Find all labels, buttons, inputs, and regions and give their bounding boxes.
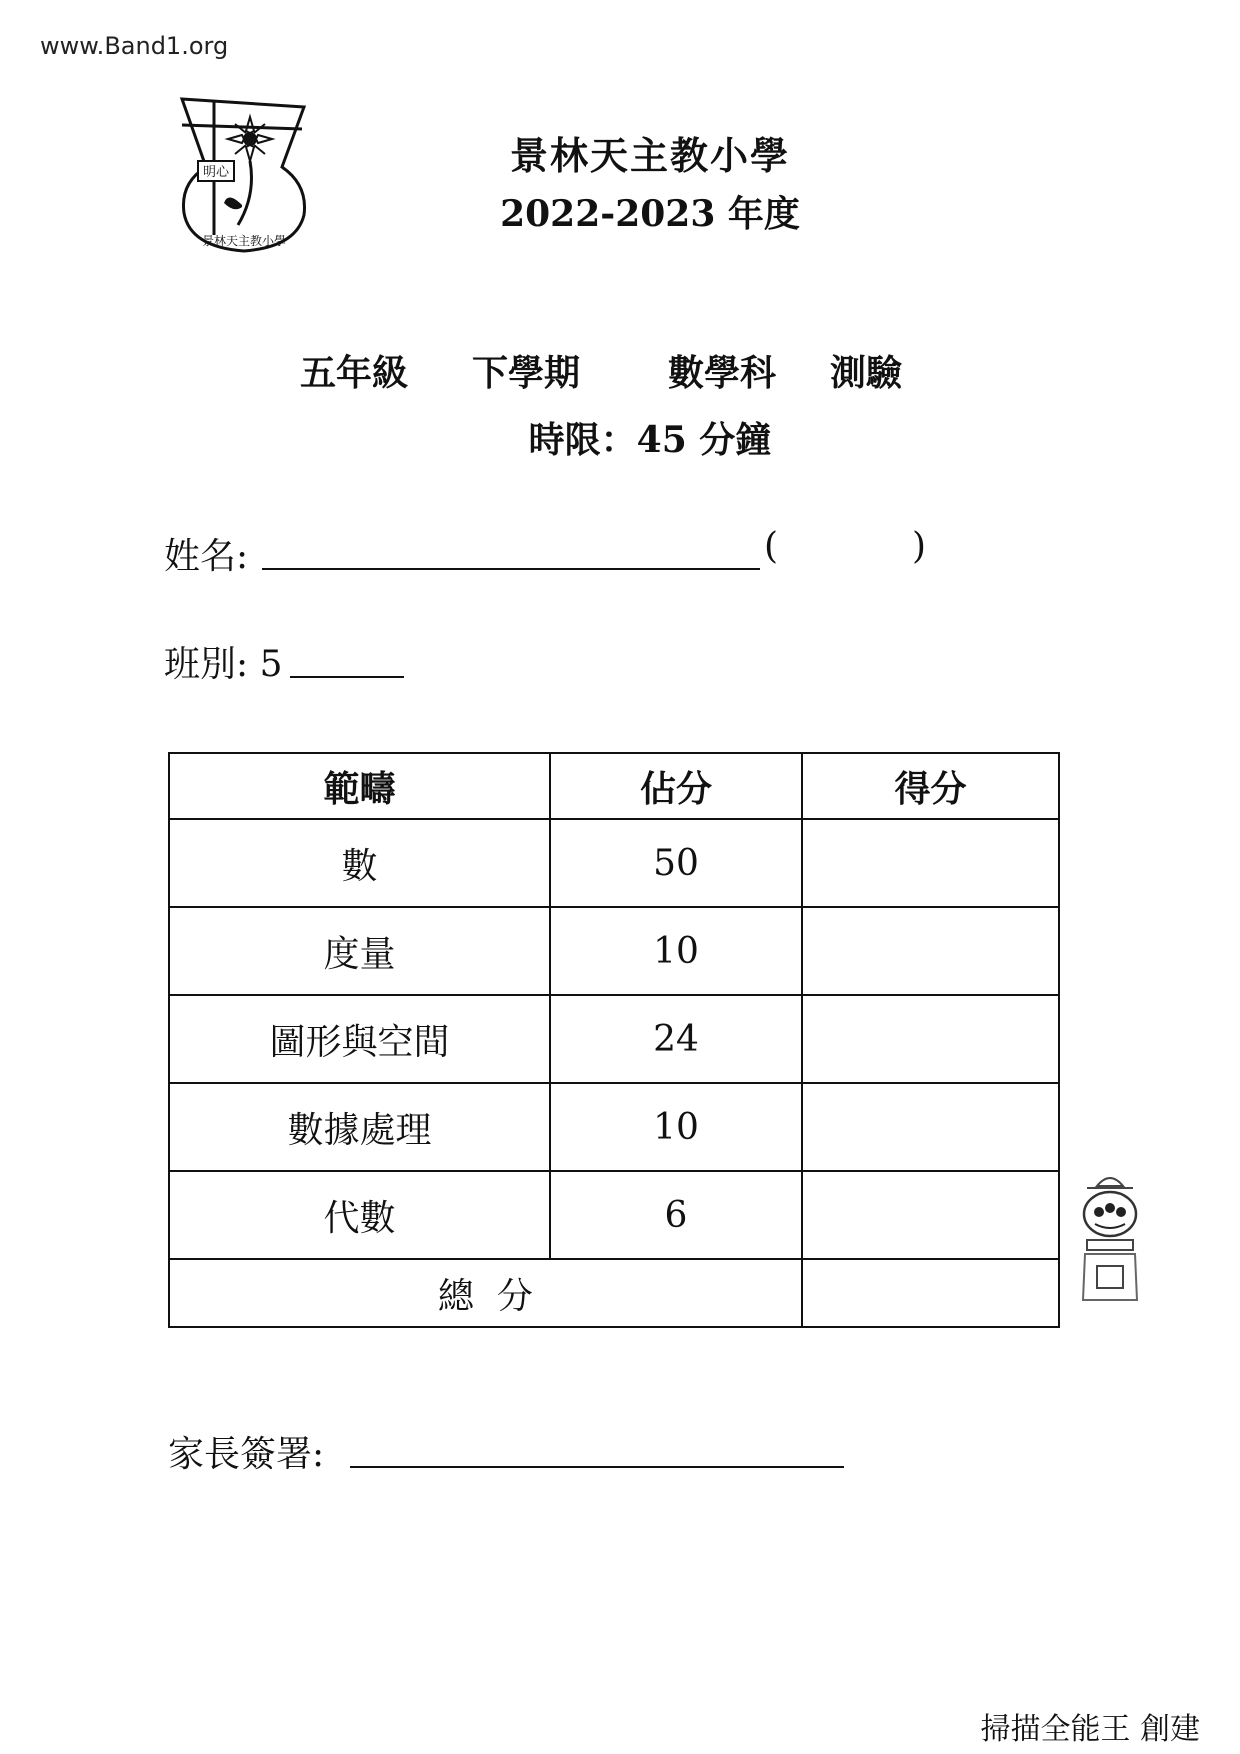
- score-cell[interactable]: [802, 995, 1059, 1083]
- score-table: [168, 752, 1060, 1328]
- table-row: [169, 907, 1059, 995]
- score-cell[interactable]: [802, 907, 1059, 995]
- table-row: [169, 1171, 1059, 1259]
- exam-subject: 數學科: [668, 352, 777, 394]
- max-score-cell: 10: [550, 1083, 802, 1171]
- total-row: [169, 1259, 1059, 1327]
- table-header-row: [169, 753, 1059, 819]
- max-score-cell: 6: [550, 1171, 802, 1259]
- class-number-field[interactable]: [790, 530, 908, 570]
- watermark-url: www.Band1.org: [40, 32, 229, 60]
- category-cell: 度量: [169, 907, 550, 995]
- category-cell: 圖形與空間: [169, 995, 550, 1083]
- category-cell: 數據處理: [169, 1083, 550, 1171]
- parent-signature-field[interactable]: [350, 1466, 844, 1468]
- class-label: 班別: 5: [164, 644, 283, 685]
- svg-text:景林天主教小學: 景林天主教小學: [201, 234, 287, 248]
- scanner-watermark: 掃描全能王 創建: [980, 1712, 1200, 1747]
- total-score-cell[interactable]: [802, 1259, 1059, 1327]
- teacher-stamp-icon: [1075, 1168, 1145, 1316]
- score-cell[interactable]: [802, 819, 1059, 907]
- class-field[interactable]: [290, 676, 404, 678]
- category-cell: 代數: [169, 1171, 550, 1259]
- exam-type: 測驗: [830, 352, 903, 394]
- header-category: 範疇: [169, 753, 550, 819]
- name-label: 姓名:: [164, 536, 249, 577]
- parent-signature-label: 家長簽署:: [168, 1434, 325, 1475]
- category-cell: 數: [169, 819, 550, 907]
- max-score-cell: 24: [550, 995, 802, 1083]
- time-limit: 時限：45 分鐘: [528, 419, 772, 461]
- name-close-paren: ): [912, 526, 927, 567]
- svg-text:明心: 明心: [202, 165, 230, 180]
- exam-term: 下學期: [472, 352, 581, 394]
- school-logo: [178, 95, 310, 255]
- exam-info-row: [300, 345, 960, 393]
- table-row: [169, 995, 1059, 1083]
- name-field[interactable]: [262, 568, 760, 570]
- table-row: [169, 819, 1059, 907]
- max-score-cell: 50: [550, 819, 802, 907]
- max-score-cell: 10: [550, 907, 802, 995]
- school-year: 2022-2023 年度: [500, 193, 800, 235]
- table-row: [169, 1083, 1059, 1171]
- exam-grade: 五年級: [300, 352, 409, 394]
- header-max-score: 佔分: [550, 753, 802, 819]
- header-score: 得分: [802, 753, 1059, 819]
- school-name: 景林天主教小學: [509, 133, 790, 178]
- total-label: 總 分: [169, 1259, 802, 1327]
- name-open-paren: (: [764, 526, 779, 567]
- score-cell[interactable]: [802, 1171, 1059, 1259]
- score-cell[interactable]: [802, 1083, 1059, 1171]
